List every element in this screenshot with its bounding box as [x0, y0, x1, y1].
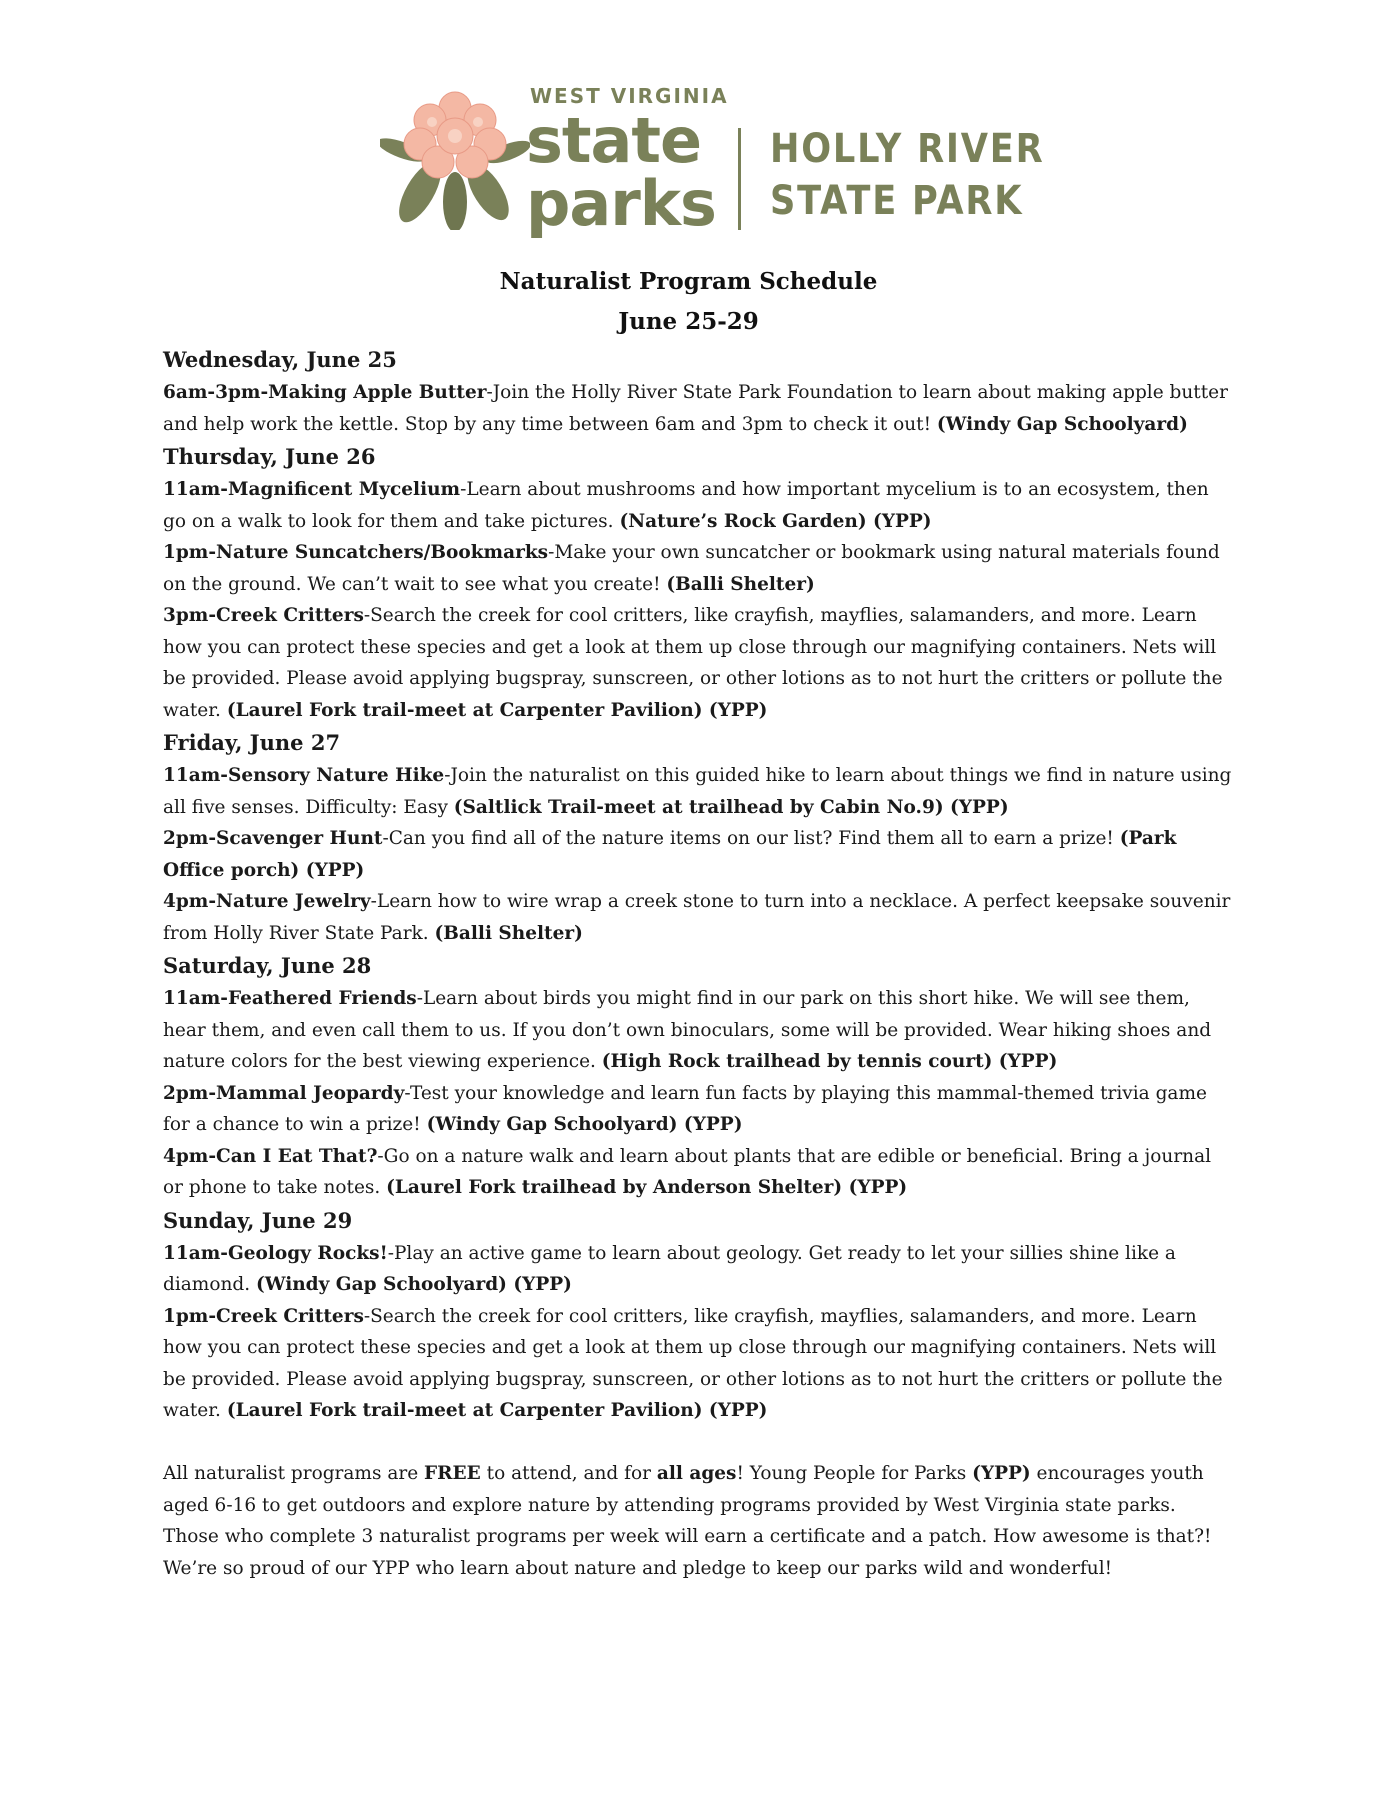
- page-subtitle: June 25-29: [618, 308, 759, 335]
- event-location: (Saltlick Trail-meet at trailhead by Cabin No.9) (YPP): [453, 796, 1009, 818]
- day-heading: Thursday, June 26: [163, 444, 376, 469]
- event-title: 2pm-Scavenger Hunt: [163, 828, 383, 849]
- event-description: -Join the Holly River State Park Foundation to learn about making apple butter and help work the kettle. Stop by any time between 6am and 3pm to check it out!: [163, 382, 1228, 435]
- day-heading: Sunday, June 29: [163, 1207, 353, 1233]
- event-location: (Balli Shelter): [666, 573, 815, 595]
- footer-text: to attend, and for: [480, 1463, 657, 1484]
- footer-all-ages: all ages: [656, 1463, 737, 1484]
- event-location: (Windy Gap Schoolyard) (YPP): [426, 1114, 743, 1135]
- event-item: [163, 1141, 1233, 1204]
- event-title: 6am-3pm-Making Apple Butter: [163, 382, 487, 403]
- event-location: (Windy Gap Schoolyard) (YPP): [256, 1274, 572, 1295]
- event-location: (Balli Shelter): [434, 922, 583, 944]
- event-item: [163, 537, 1233, 600]
- event-description: -Go on a nature walk and learn about plants that are edible or beneficial. Bring a journal or phone to take notes.: [163, 1145, 1212, 1198]
- event-item: [163, 377, 1233, 440]
- day-heading: Wednesday, June 25: [163, 347, 397, 372]
- event-location: (Windy Gap Schoolyard): [936, 413, 1188, 435]
- event-title: 3pm-Creek Critters: [163, 605, 364, 626]
- event-title: 11am-Magnificent Mycelium: [163, 479, 461, 500]
- schedule-list: [163, 343, 1233, 1427]
- event-description: -Join the naturalist on this guided hike to learn about things we find in nature using all five senses. Difficulty: Easy: [163, 765, 1232, 818]
- footer-text: All naturalist programs are: [163, 1463, 425, 1484]
- footer-text: ! Young People for Parks: [736, 1463, 973, 1484]
- logo-divider: [738, 128, 741, 230]
- event-description: -Learn about mushrooms and how important mycelium is to an ecosystem, then go on a walk to look for them and take pictures.: [163, 479, 1209, 532]
- event-location: (Laurel Fork trailhead by Anderson Shelter) (YPP): [386, 1177, 908, 1198]
- event-description: -Search the creek for cool critters, like crayfish, mayflies, salamanders, and more. Learn how you can protect these species and get a look at them up close through our magnifying containers. Nets will be provided. Please avoid applying bugspray, sunscreen, or other lotions as to not hurt the critters or pollute the water.: [163, 1305, 1223, 1421]
- event-title: 2pm-Mammal Jeopardy: [163, 1082, 405, 1104]
- day-heading: Friday, June 27: [163, 730, 341, 755]
- logo-word-parks: parks: [526, 167, 716, 240]
- footer-free: FREE: [424, 1463, 481, 1484]
- logo-park-line-1: HOLLY RIVER: [770, 126, 1045, 172]
- event-item: [163, 983, 1233, 1078]
- event-item: [163, 1238, 1233, 1301]
- event-item: [163, 760, 1233, 823]
- page-title: Naturalist Program Schedule: [499, 268, 878, 295]
- event-description: -Can you find all of the nature items on our list? Find them all to earn a prize!: [382, 828, 1120, 849]
- event-item: [163, 1078, 1233, 1141]
- event-description: -Learn how to wire wrap a creek stone to turn into a necklace. A perfect keepsake souvenir from Holly River State Park.: [163, 891, 1231, 944]
- event-location: (Laurel Fork trail-meet at Carpenter Pavilion) (YPP): [226, 699, 768, 721]
- event-title: 11am-Feathered Friends: [163, 988, 417, 1009]
- logo-park-line-2: STATE PARK: [770, 178, 1024, 224]
- ypp-info-paragraph: [163, 1458, 1233, 1584]
- footer-ypp: (YPP): [972, 1463, 1031, 1484]
- event-title: 4pm-Can I Eat That?: [163, 1145, 378, 1167]
- event-location: (Nature’s Rock Garden) (YPP): [619, 510, 932, 532]
- event-description: -Play an active game to learn about geology. Get ready to let your sillies shine like a diamond.: [163, 1242, 1176, 1295]
- event-description: -Search the creek for cool critters, like crayfish, mayflies, salamanders, and more. Learn how you can protect these species and get a look at them up close through our magnifying containers. Nets will be provided. Please avoid applying bugspray, sunscreen, or other lotions as to not hurt the critters or pollute the water.: [163, 605, 1223, 721]
- event-title: 11am-Sensory Nature Hike: [163, 765, 445, 786]
- event-title: 1pm-Nature Suncatchers/Bookmarks: [163, 542, 549, 563]
- event-location: (Park Office porch) (YPP): [163, 828, 1177, 881]
- park-logo: [380, 70, 1045, 240]
- event-item: [163, 474, 1233, 537]
- event-title: 11am-Geology Rocks!: [163, 1242, 388, 1264]
- event-title: 1pm-Creek Critters: [163, 1305, 364, 1327]
- event-location: (High Rock trailhead by tennis court) (YPP): [601, 1051, 1058, 1072]
- event-item: [163, 1301, 1233, 1427]
- event-description: -Make your own suncatcher or bookmark using natural materials found on the ground. We can’t wait to see what you create!: [163, 542, 1220, 595]
- rhododendron-flower-icon: [380, 80, 530, 230]
- event-description: -Test your knowledge and learn fun facts by playing this mammal-themed trivia game for a chance to win a prize!: [163, 1082, 1207, 1135]
- logo-word-state: state: [526, 104, 702, 177]
- event-item: [163, 886, 1233, 949]
- event-item: [163, 823, 1233, 886]
- event-title: 4pm-Nature Jewelry: [163, 891, 371, 912]
- footer-text: encourages youth aged 6-16 to get outdoors and explore nature by attending programs provided by West Virginia state parks. Those who complete 3 naturalist programs per week will earn a certificate and a patch. How awesome is that?! We’re so proud of our YPP who learn about nature and pledge to keep our parks wild and wonderful!: [163, 1463, 1212, 1579]
- day-heading: Saturday, June 28: [163, 953, 372, 978]
- event-location: (Laurel Fork trail-meet at Carpenter Pavilion) (YPP): [226, 1400, 768, 1421]
- logo-state-label: WEST VIRGINIA: [530, 84, 729, 108]
- event-item: [163, 600, 1233, 726]
- event-description: -Learn about birds you might find in our park on this short hike. We will see them, hear them, and even call them to us. If you don’t own binoculars, some will be provided. Wear hiking shoes and nature colors for the best viewing experience.: [163, 988, 1212, 1072]
